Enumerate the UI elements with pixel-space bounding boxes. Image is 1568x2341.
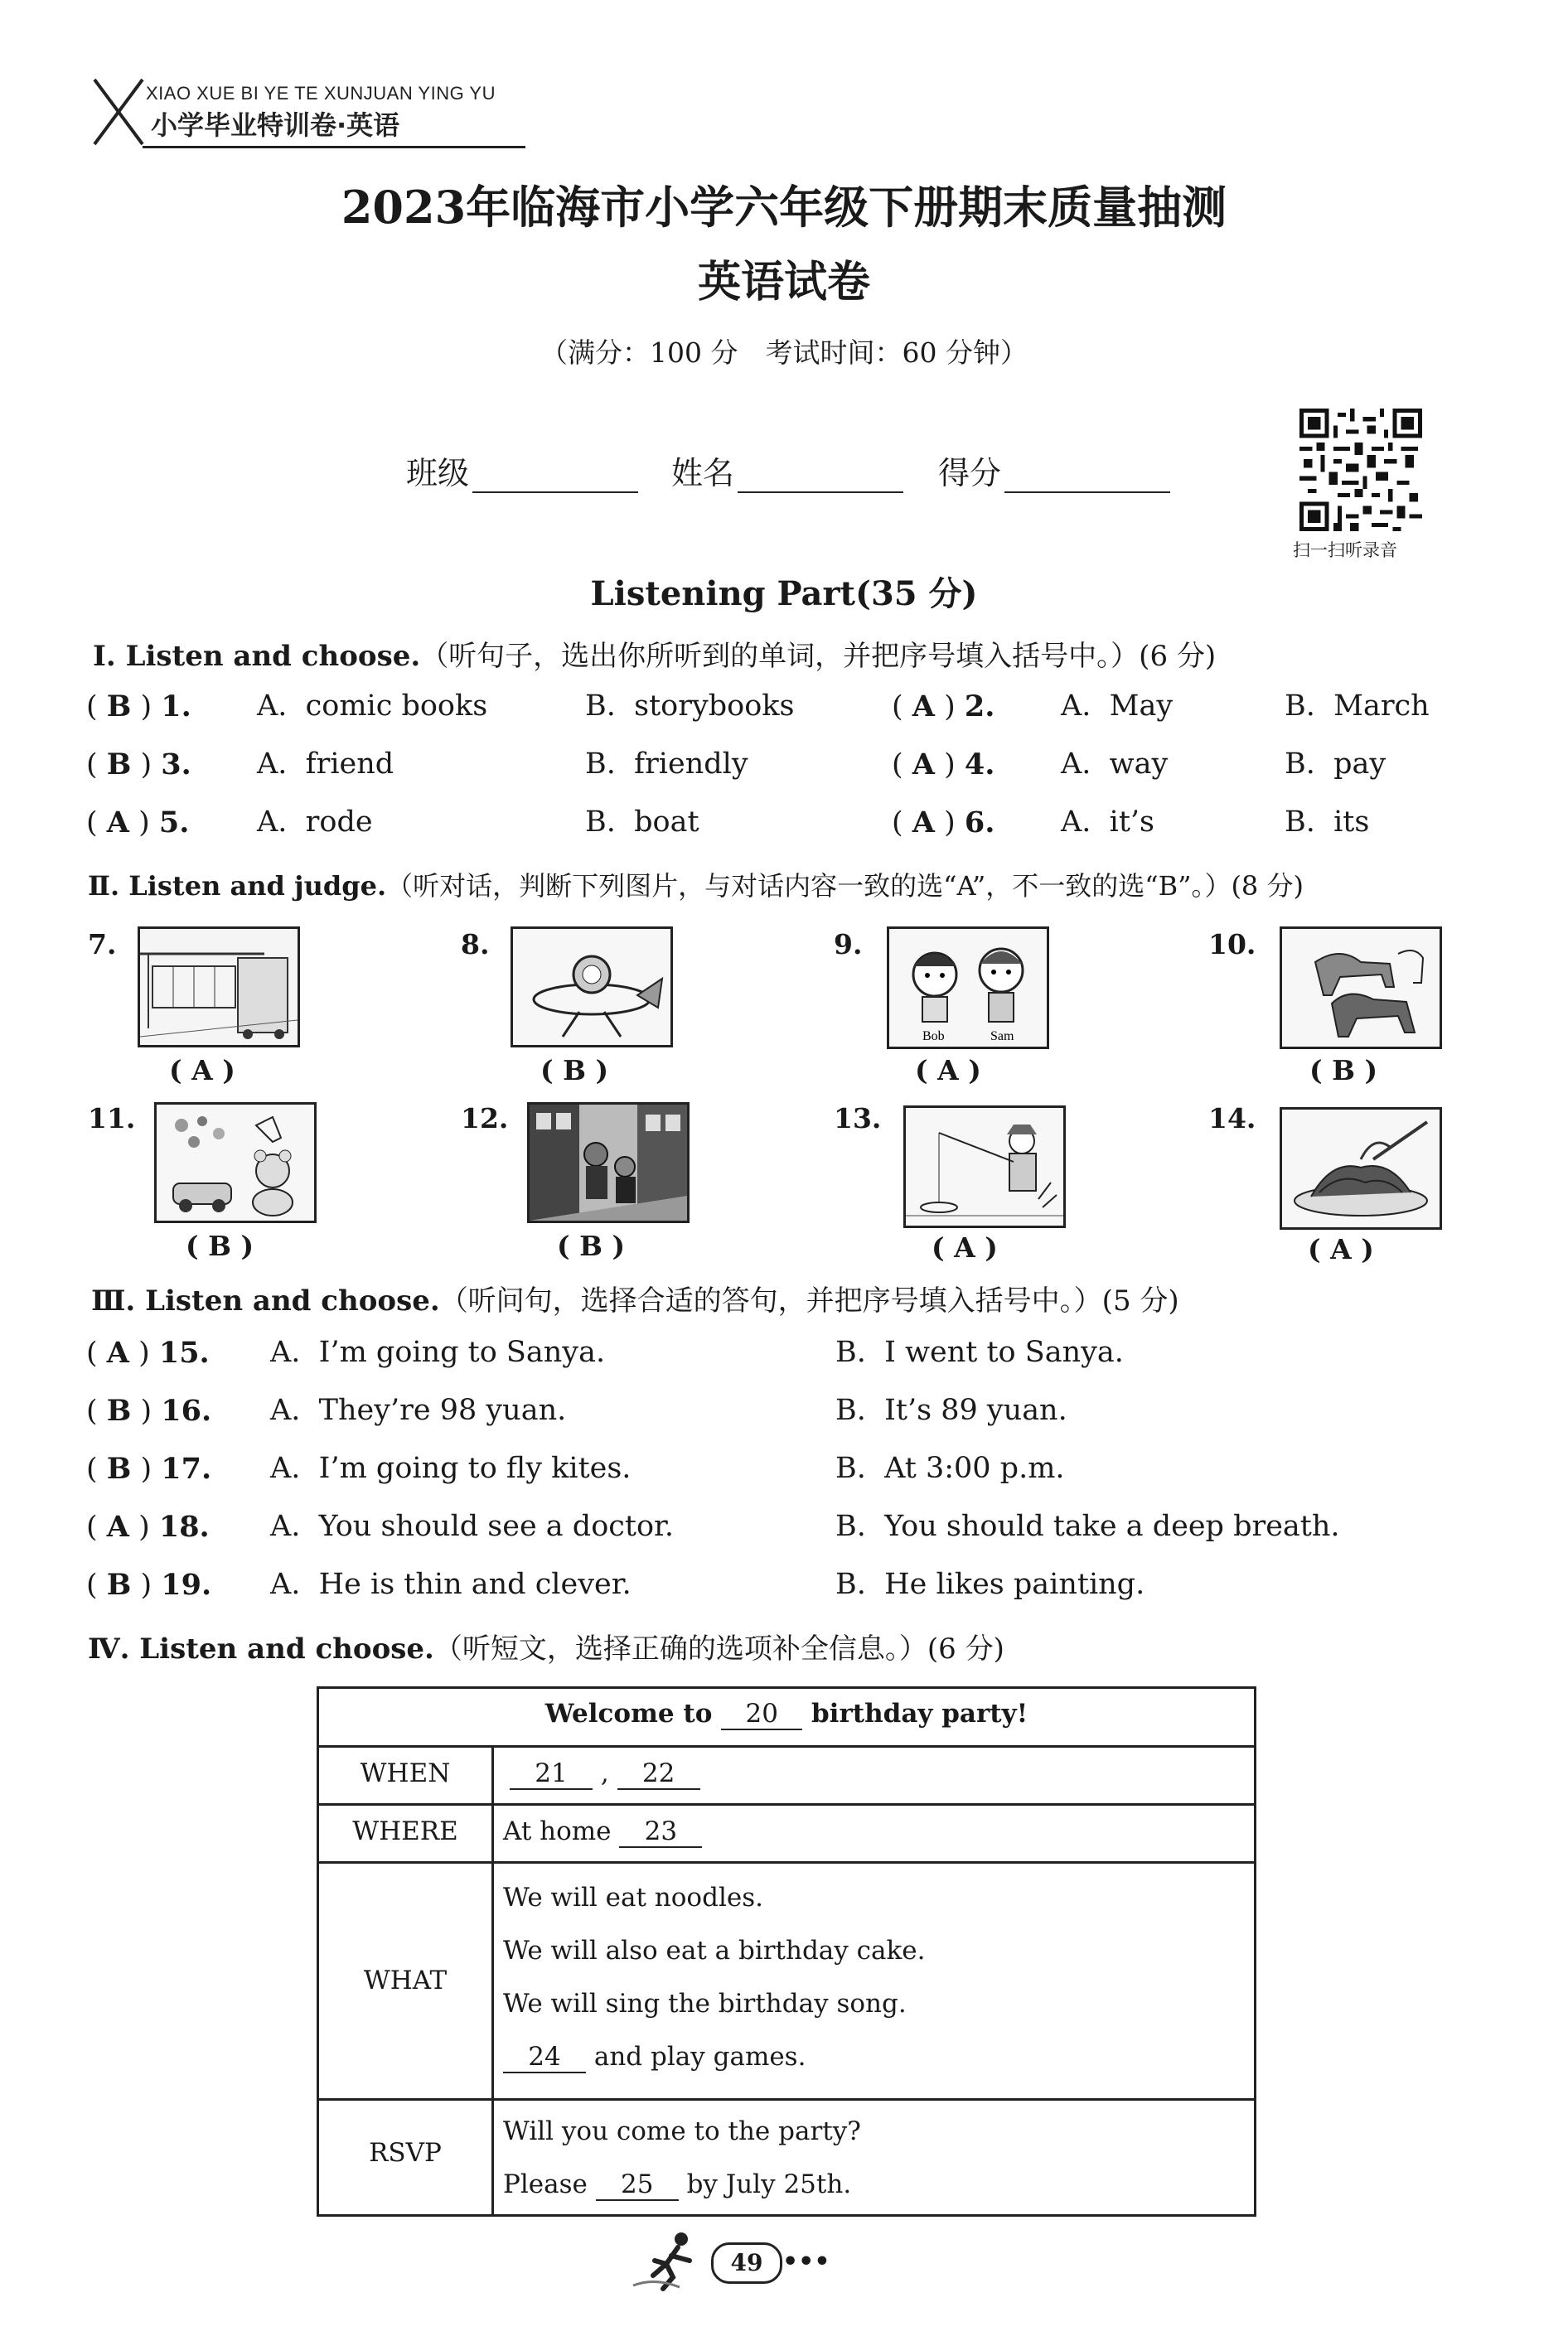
footer-dots: •••	[782, 2247, 830, 2276]
question-number: 2.	[964, 689, 995, 723]
answer-letter: B	[579, 1230, 603, 1262]
option-6a[interactable]: A. it’s	[1061, 805, 1155, 839]
answer-15[interactable]: A	[106, 1336, 129, 1370]
option-15b[interactable]: B. I went to Sanya.	[835, 1336, 1124, 1369]
question-number: 1.	[161, 689, 191, 723]
option-text: It’s 89 yuan.	[884, 1394, 1067, 1427]
question-number: 6.	[964, 805, 995, 839]
rsvp-line	[503, 2169, 851, 2201]
name-label: 姓名	[671, 455, 735, 491]
street-scene-icon	[527, 1102, 690, 1223]
answer-10[interactable]: ( B )	[1309, 1054, 1378, 1086]
picture-number: 12.	[461, 1102, 509, 1134]
question-1[interactable]: ( B ) 1.	[86, 689, 191, 723]
table-divider	[319, 1803, 1254, 1806]
option-text: You should see a doctor.	[318, 1510, 675, 1543]
option-3a[interactable]: A. friend	[257, 747, 394, 781]
answer-1[interactable]: B	[106, 689, 132, 723]
where-label: WHERE	[352, 1816, 458, 1846]
answer-19[interactable]: B	[106, 1568, 132, 1602]
page-subtitle: 英语试卷	[697, 257, 870, 307]
blank-24[interactable]: 24	[503, 2042, 586, 2073]
option-text: I’m going to Sanya.	[318, 1336, 606, 1369]
option-18b[interactable]: B. You should take a deep breath.	[835, 1510, 1340, 1543]
section-1-heading	[93, 633, 1216, 674]
table-header	[319, 1699, 1254, 1730]
answer-6[interactable]: A	[912, 805, 935, 839]
sam-label: Sam	[990, 1029, 1014, 1043]
option-15a[interactable]: A. I’m going to Sanya.	[270, 1336, 606, 1369]
answer-4[interactable]: A	[912, 747, 935, 781]
runner-icon	[630, 2227, 713, 2294]
answer-2[interactable]: A	[912, 689, 935, 723]
answer-12[interactable]: ( B )	[557, 1230, 626, 1262]
section-2-title: Ⅱ. Listen and judge.	[88, 870, 387, 902]
table-divider	[319, 2098, 1254, 2101]
blank-21[interactable]: 21	[510, 1758, 593, 1790]
brand-name: 小学毕业特训卷·英语	[151, 109, 400, 141]
page-number: 49	[711, 2242, 782, 2284]
option-17a[interactable]: A. I’m going to fly kites.	[270, 1452, 632, 1485]
rsvp-text: Please	[503, 2169, 588, 2199]
toys-icon	[154, 1102, 317, 1223]
option-text: You should take a deep breath.	[884, 1510, 1340, 1543]
brand-underline	[143, 146, 525, 148]
option-text: They’re 98 yuan.	[318, 1394, 567, 1427]
qr-code-icon[interactable]	[1299, 409, 1422, 531]
section-4-heading	[88, 1626, 1004, 1666]
header-text: birthday party!	[811, 1699, 1028, 1729]
fishing-icon	[903, 1105, 1066, 1228]
option-text: I went to Sanya.	[884, 1336, 1124, 1369]
blank-22[interactable]: 22	[617, 1758, 700, 1790]
bob-sam-icon	[887, 926, 1049, 1049]
option-1a[interactable]: A. comic books	[257, 689, 488, 723]
option-16a[interactable]: A. They’re 98 yuan.	[270, 1394, 567, 1427]
answer-14[interactable]: ( A )	[1308, 1233, 1374, 1265]
option-19a[interactable]: A. He is thin and clever.	[270, 1568, 632, 1601]
question-number: 4.	[964, 747, 995, 781]
question-number: 16.	[161, 1394, 212, 1428]
answer-17[interactable]: B	[106, 1452, 132, 1486]
blank-20[interactable]: 20	[721, 1699, 802, 1730]
option-text: rode	[305, 805, 373, 839]
score-input-line[interactable]	[1004, 460, 1170, 493]
table-divider	[319, 1745, 1254, 1748]
option-text: He is thin and clever.	[318, 1568, 632, 1601]
option-text: it’s	[1109, 805, 1155, 839]
listening-part-title: Listening Part(35 分)	[590, 574, 978, 613]
table-divider	[319, 1861, 1254, 1864]
picture-number: 11.	[88, 1102, 136, 1134]
section-4-note: （听短文，选择正确的选项补全信息。）(6 分)	[433, 1632, 1004, 1666]
question-number: 19.	[161, 1568, 212, 1602]
question-number: 18.	[158, 1510, 210, 1544]
answer-8[interactable]: ( B )	[540, 1054, 609, 1086]
bob-label: Bob	[922, 1029, 945, 1043]
answer-7[interactable]: ( A )	[169, 1054, 235, 1086]
section-3-heading	[91, 1278, 1179, 1318]
question-3[interactable]: ( B ) 3.	[86, 747, 191, 781]
answer-3[interactable]: B	[106, 747, 132, 781]
name-input-line[interactable]	[738, 460, 903, 493]
answer-letter: A	[954, 1231, 975, 1264]
option-text: comic books	[305, 689, 488, 723]
option-5a[interactable]: A. rode	[257, 805, 373, 839]
question-16[interactable]: ( B ) 16.	[86, 1394, 212, 1428]
option-16b[interactable]: B. It’s 89 yuan.	[835, 1394, 1067, 1427]
option-text: way	[1109, 747, 1169, 781]
page-title: 2023年临海市小学六年级下册期末质量抽测	[341, 181, 1227, 234]
question-number: 3.	[161, 747, 191, 781]
when-value	[510, 1758, 700, 1790]
answer-5[interactable]: A	[106, 805, 129, 839]
option-text: pay	[1333, 747, 1387, 781]
noodles-icon	[1280, 1107, 1442, 1230]
answer-9[interactable]: ( A )	[915, 1054, 981, 1086]
table-column-divider	[491, 1745, 494, 2214]
qr-caption: 扫一扫听录音	[1293, 540, 1397, 560]
question-19[interactable]: ( B ) 19.	[86, 1568, 212, 1602]
option-text: storybooks	[634, 689, 795, 723]
question-5[interactable]: ( A ) 5.	[86, 805, 190, 839]
answer-letter: A	[937, 1054, 959, 1086]
answer-letter: B	[208, 1230, 232, 1262]
blank-25[interactable]: 25	[596, 2169, 679, 2201]
question-6[interactable]: ( A ) 6.	[892, 805, 995, 839]
horses-icon	[1280, 926, 1442, 1049]
section-1-title: Ⅰ. Listen and choose.	[93, 640, 421, 673]
name-field[interactable]	[671, 447, 903, 493]
question-18[interactable]: ( A ) 18.	[86, 1510, 210, 1544]
option-text: He likes painting.	[884, 1568, 1145, 1601]
header-text: Welcome to	[544, 1699, 713, 1729]
when-label: WHEN	[360, 1758, 451, 1788]
class-label: 班级	[406, 455, 470, 491]
option-17b[interactable]: B. At 3:00 p.m.	[835, 1452, 1065, 1485]
class-input-line[interactable]	[472, 460, 638, 493]
score-label: 得分	[938, 455, 1002, 491]
what-line: We will sing the birthday song.	[503, 1989, 907, 2019]
option-2b[interactable]: B. March	[1285, 689, 1430, 723]
what-line: We will eat noodles.	[503, 1883, 763, 1913]
rsvp-question: Will you come to the party?	[503, 2116, 861, 2146]
section-4-title: Ⅳ. Listen and choose.	[88, 1632, 434, 1666]
what-line: We will also eat a birthday cake.	[503, 1936, 926, 1966]
option-6b[interactable]: B. its	[1285, 805, 1370, 839]
answer-18[interactable]: A	[106, 1510, 129, 1544]
option-4a[interactable]: A. way	[1061, 747, 1169, 781]
option-18a[interactable]: A. You should see a doctor.	[270, 1510, 675, 1543]
astronaut-plane-icon	[511, 926, 673, 1047]
section-3-title: Ⅲ. Listen and choose.	[91, 1284, 440, 1318]
question-4[interactable]: ( A ) 4.	[892, 747, 995, 781]
when-separator: ,	[600, 1758, 609, 1788]
question-number: 15.	[158, 1336, 210, 1370]
blank-23[interactable]: 23	[619, 1816, 702, 1848]
option-text: friend	[305, 747, 394, 781]
what-label: WHAT	[363, 1966, 448, 1995]
option-1b[interactable]: B. storybooks	[585, 689, 795, 723]
brand-pinyin: XIAO XUE BI YE TE XUNJUAN YING YU	[146, 83, 496, 104]
option-text: May	[1109, 689, 1174, 723]
answer-letter: B	[1332, 1054, 1356, 1086]
option-2a[interactable]: A. May	[1061, 689, 1174, 723]
option-text: March	[1333, 689, 1430, 723]
option-text: its	[1333, 805, 1370, 839]
option-text: I’m going to fly kites.	[318, 1452, 632, 1485]
question-15[interactable]: ( A ) 15.	[86, 1336, 210, 1370]
option-text: friendly	[634, 747, 748, 781]
bus-station-icon	[138, 926, 300, 1047]
section-2-heading	[88, 865, 1304, 903]
answer-letter: B	[563, 1054, 587, 1086]
picture-number: 10.	[1208, 928, 1256, 960]
option-text: At 3:00 p.m.	[884, 1452, 1065, 1485]
answer-13[interactable]: ( A )	[932, 1231, 998, 1264]
what-line	[503, 2042, 806, 2073]
section-1-note: （听句子，选出你所听到的单词，并把序号填入括号中。）(6 分)	[420, 640, 1217, 673]
section-3-note: （听问句，选择合适的答句，并把序号填入括号中。）(5 分)	[439, 1284, 1179, 1318]
question-number: 5.	[158, 805, 190, 839]
answer-letter: A	[1330, 1233, 1352, 1265]
picture-number: 14.	[1208, 1102, 1256, 1134]
class-field[interactable]	[406, 447, 638, 493]
answer-16[interactable]: B	[106, 1394, 132, 1428]
picture-number: 7.	[88, 928, 117, 960]
question-number: 17.	[161, 1452, 212, 1486]
rsvp-text: by July 25th.	[686, 2169, 852, 2199]
exam-meta: （满分：100 分 考试时间：60 分钟）	[540, 336, 1028, 369]
picture-number: 8.	[461, 928, 490, 960]
option-19b[interactable]: B. He likes painting.	[835, 1568, 1145, 1601]
question-17[interactable]: ( B ) 17.	[86, 1452, 212, 1486]
where-value	[503, 1816, 702, 1848]
picture-number: 9.	[834, 928, 863, 960]
where-text: At home	[503, 1816, 612, 1846]
brand-x-logo	[90, 76, 149, 148]
option-text: boat	[634, 805, 699, 839]
answer-letter: A	[191, 1054, 213, 1086]
party-info-table	[317, 1686, 1256, 2217]
option-3b[interactable]: B. friendly	[585, 747, 748, 781]
what-text: and play games.	[593, 2042, 806, 2072]
section-2-note: （听对话，判断下列图片，与对话内容一致的选“A”，不一致的选“B”。）(8 分)	[386, 870, 1304, 902]
answer-11[interactable]: ( B )	[186, 1230, 254, 1262]
option-5b[interactable]: B. boat	[585, 805, 699, 839]
score-field[interactable]	[938, 447, 1170, 493]
question-2[interactable]: ( A ) 2.	[892, 689, 995, 723]
rsvp-label: RSVP	[369, 2138, 442, 2168]
option-4b[interactable]: B. pay	[1285, 747, 1387, 781]
picture-number: 13.	[834, 1102, 882, 1134]
